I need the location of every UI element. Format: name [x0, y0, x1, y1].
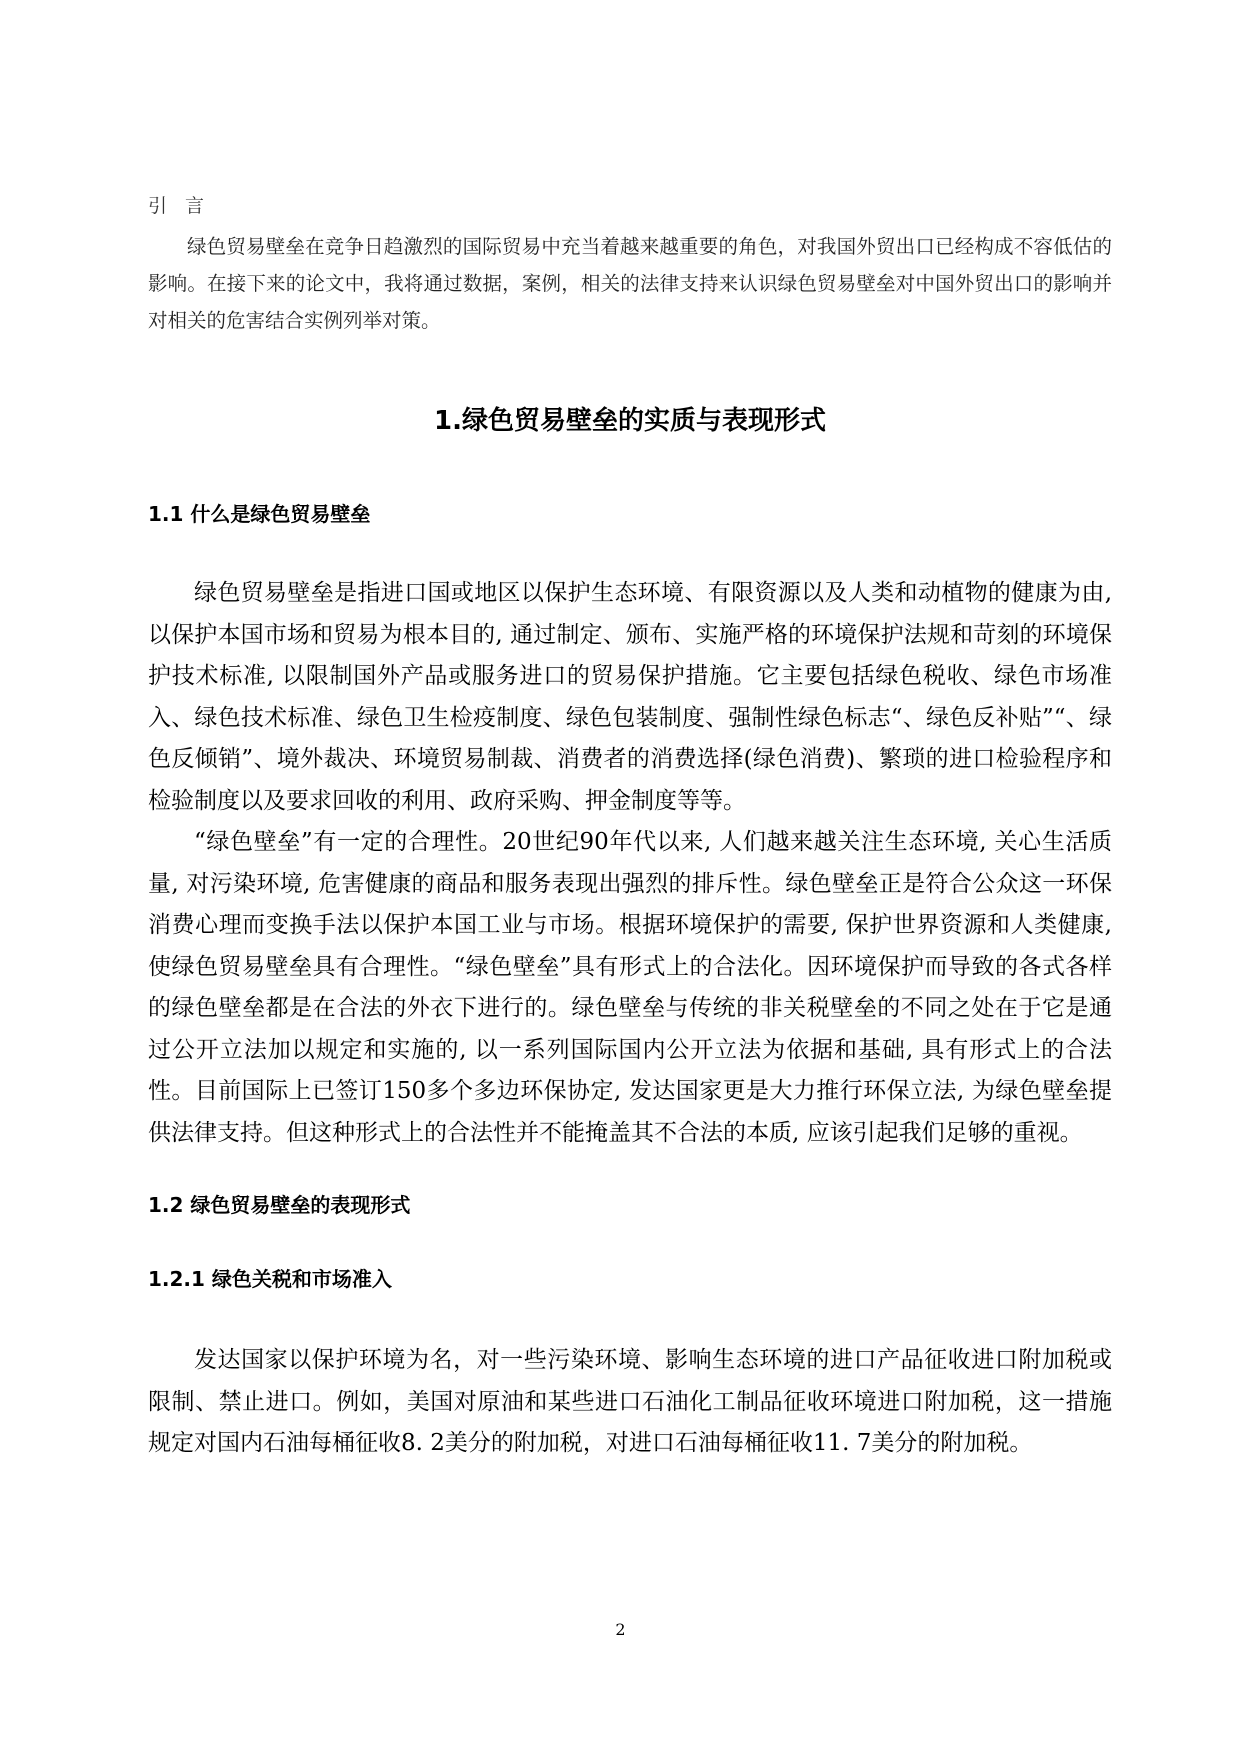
page-content: [148, 190, 1112, 1465]
chapter-title: 1.绿色贸易壁垒的实质与表现形式: [434, 406, 826, 436]
section-1-2-1-title: 1.2.1 绿色关税和市场准入: [148, 1267, 392, 1291]
section-1-1-title: 1.1 什么是绿色贸易壁垒: [148, 502, 371, 526]
page-number: 2: [615, 1620, 626, 1639]
section-1-1-paragraph-1: 绿色贸易壁垒是指进口国或地区以保护生态环境、有限资源以及人类和动植物的健康为由, 以保护本国市场和贸易为根本目的, 通过制定、颁布、实施严格的环境保护法规和苛刻的环境保护技术标准, 以限制国外产品或服务进口的贸易保护措施。它主要包括绿色税收、绿色市场准入、绿色技术标准、绿色卫生检疫制度、绿色包装制度、强制性绿色标志“、绿色反补贴”“、绿色反倾销”、境外裁决、环境贸易制裁、消费者的消费选择(绿色消费)、繁琐的进口检验程序和检验制度以及要求回收的利用、政府采购、押金制度等等。: [148, 580, 1112, 814]
section-1-1-paragraph-2: “绿色壁垒”有一定的合理性。20世纪90年代以来, 人们越来越关注生态环境, 关心生活质量, 对污染环境, 危害健康的商品和服务表现出强烈的排斥性。绿色壁垒正是符合公众这一环保消费心理而变换手法以保护本国工业与市场。根据环境保护的需要, 保护世界资源和人类健康, 使绿色贸易壁垒具有合理性。“绿色壁垒”具有形式上的合法化。因环境保护而导致的各式各样的绿色壁垒都是在合法的外衣下进行的。绿色壁垒与传统的非关税壁垒的不同之处在于它是通过公开立法加以规定和实施的, 以一系列国际国内公开立法为依据和基础, 具有形式上的合法性。目前国际上已签订150多个多边环保协定, 发达国家更是大力推行环保立法, 为绿色壁垒提供法律支持。但这种形式上的合法性并不能掩盖其不合法的本质, 应该引起我们足够的重视。: [148, 829, 1112, 1146]
intro-paragraph: 绿色贸易壁垒在竞争日趋激烈的国际贸易中充当着越来越重要的角色，对我国外贸出口已经构成不容低估的影响。在接下来的论文中，我将通过数据，案例，相关的法律支持来认识绿色贸易壁垒对中国外贸出口的影响并对相关的危害结合实例列举对策。: [148, 235, 1112, 332]
intro-label: 引 言: [148, 195, 211, 217]
section-1-2-title: 1.2 绿色贸易壁垒的表现形式: [148, 1193, 411, 1217]
section-1-2-1-paragraph: 发达国家以保护环境为名，对一些污染环境、影响生态环境的进口产品征收进口附加税或限制、禁止进口。例如，美国对原油和某些进口石油化工制品征收环境进口附加税，这一措施规定对国内石油每桶征收8. 2美分的附加税，对进口石油每桶征收11. 7美分的附加税。: [148, 1347, 1112, 1456]
